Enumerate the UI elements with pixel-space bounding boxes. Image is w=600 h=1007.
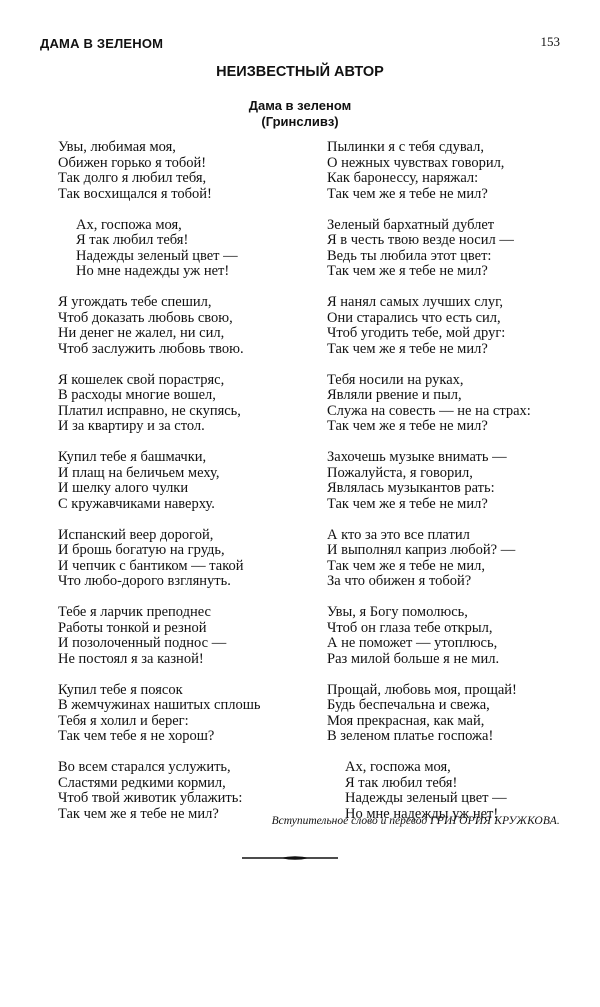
verse-line: Что любо-дорого взглянуть. — [58, 573, 231, 589]
stanza — [58, 683, 260, 745]
stanza — [58, 295, 260, 357]
verse-line: Моя прекрасная, как май, — [327, 712, 485, 729]
poem-title — [0, 98, 600, 130]
verse-line: Платил исправно, не скупясь, — [58, 402, 241, 419]
verse-line: Прощай, любовь моя, прощай! — [327, 681, 517, 698]
verse-line: Так чем же я тебе не мил, — [327, 557, 485, 574]
verse-line: Так чем же я тебе не мил? — [327, 418, 488, 434]
verse-line: И брошь богатую на грудь, — [58, 542, 225, 558]
verse-line: Ведь ты любила этот цвет: — [327, 247, 492, 264]
verse-line: Служа на совесть — не на страх: — [327, 402, 531, 419]
author-heading: НЕИЗВЕСТНЫЙ АВТОР — [216, 64, 384, 80]
poem-column-left — [58, 140, 260, 838]
verse-line: А кто за это все платил — [327, 526, 470, 543]
verse-line: Ни денег не жалел, ни сил, — [58, 325, 225, 341]
stanza — [327, 295, 531, 357]
stanza — [58, 760, 260, 822]
verse-line: Чтоб заслужить любовь твою. — [58, 340, 244, 357]
verse-line: Тебе я ларчик преподнес — [58, 604, 211, 620]
verse-line: Но мне надежды уж нет! — [76, 263, 230, 279]
verse-line: И шелку алого чулки — [58, 480, 189, 496]
poem-title-main: Дама в зеленом — [248, 98, 352, 113]
stanza — [58, 140, 260, 202]
verse-line: Чтоб угодить тебе, мой друг: — [327, 325, 506, 341]
verse-line: Я так любил тебя! — [76, 232, 189, 248]
stanza — [327, 450, 531, 512]
verse-line: В расходы многие вошел, — [58, 387, 216, 403]
verse-line: Испанский веер дорогой, — [58, 526, 214, 543]
verse-line: Тебя я холил и берег: — [58, 712, 189, 729]
verse-line: С кружавчиками наверху. — [58, 495, 215, 512]
verse-line: Обижен горько я тобой! — [58, 154, 207, 171]
verse-line: Я так любил тебя! — [345, 774, 458, 791]
verse-line: Увы, я Богу помолюсь, — [327, 604, 468, 620]
verse-line: Я угождать тебе спешил, — [58, 294, 212, 310]
page-number: 153 — [540, 34, 560, 49]
verse-line: Купил тебе я башмачки, — [58, 449, 207, 465]
verse-line: Являли рвение и пыл, — [327, 387, 462, 403]
verse-line: Являлась музыкантов рать: — [327, 480, 495, 496]
stanza — [327, 140, 531, 202]
verse-line: Во всем старался услужить, — [58, 759, 231, 775]
poem-title-alt: (Гринсливз) — [261, 114, 339, 129]
stanza — [58, 373, 260, 435]
stanza — [327, 760, 531, 822]
verse-line: Я кошелек свой порастряс, — [58, 371, 225, 388]
verse-line: И плащ на беличьем меху, — [58, 464, 220, 481]
verse-line: А не поможет — утоплюсь, — [327, 635, 498, 651]
verse-line: Так восхищался я тобой! — [58, 185, 212, 202]
verse-line: Надежды зеленый цвет — — [345, 790, 507, 806]
verse-line: Так чем тебе я не хорош? — [58, 728, 215, 744]
stanza — [327, 605, 531, 667]
verse-line: Ах, госпожа моя, — [345, 759, 451, 775]
verse-line: И выполнял каприз любой? — — [327, 542, 516, 558]
verse-line: Раз милой больше я не мил. — [327, 650, 500, 667]
verse-line: Они старались что есть сил, — [327, 309, 501, 326]
verse-line: Пожалуйста, я говорил, — [327, 464, 473, 481]
stanza — [327, 218, 531, 280]
verse-line: Так чем же я тебе не мил? — [58, 805, 219, 822]
verse-line: И чепчик с бантиком — такой — [58, 557, 244, 574]
verse-line: За что обижен я тобой? — [327, 573, 472, 589]
stanza — [58, 528, 260, 590]
poem-column-right — [327, 140, 531, 838]
verse-line: О нежных чувствах говорил, — [327, 154, 505, 171]
stanza — [58, 450, 260, 512]
stanza — [327, 373, 531, 435]
stanza — [58, 218, 260, 280]
verse-line: Чтоб доказать любовь свою, — [58, 309, 233, 326]
verse-line: Но мне надежды уж нет! — [345, 805, 499, 822]
stanza — [327, 528, 531, 590]
verse-line: В жемчужинах нашитых сплошь — [58, 697, 261, 713]
verse-line: Захочешь музыке внимать — — [327, 449, 507, 465]
verse-line: Пылинки я с тебя сдувал, — [327, 139, 484, 155]
stanza — [327, 683, 531, 745]
verse-line: Так чем же я тебе не мил? — [327, 185, 488, 202]
credit-name: ГРИГОРИЯ КРУЖКОВА. — [430, 815, 560, 827]
verse-line: Сластями редкими кормил, — [58, 774, 226, 791]
translator-credit — [272, 815, 560, 827]
verse-line: Я в честь твою везде носил — — [327, 232, 514, 248]
verse-line: Зеленый бархатный дублет — [327, 216, 495, 233]
decorative-rule-icon — [240, 853, 340, 863]
verse-line: Чтоб твой животик ублажить: — [58, 790, 243, 806]
verse-line: И за квартиру и за стол. — [58, 418, 205, 434]
verse-line: Так чем же я тебе не мил? — [327, 263, 488, 279]
verse-line: Так чем же я тебе не мил? — [327, 495, 488, 512]
verse-line: Купил тебе я поясок — [58, 681, 183, 698]
verse-line: Надежды зеленый цвет — — [76, 247, 238, 264]
verse-line: Будь беспечальна и свежа, — [327, 697, 490, 713]
credit-prefix: Вступительное слово и перевод — [271, 815, 428, 827]
verse-line: Как баронессу, наряжал: — [327, 170, 479, 186]
stanza — [58, 605, 260, 667]
verse-line: Ах, госпожа моя, — [76, 216, 182, 233]
verse-line: Я нанял самых лучших слуг, — [327, 294, 504, 310]
verse-line: И позолоченный поднос — — [58, 635, 227, 651]
verse-line: Чтоб он глаза тебе открыл, — [327, 619, 493, 636]
running-head: ДАМА В ЗЕЛЕНОМ — [40, 36, 164, 51]
verse-line: Работы тонкой и резной — [58, 619, 207, 636]
verse-line: В зеленом платье госпожа! — [327, 728, 494, 744]
verse-line: Так долго я любил тебя, — [58, 170, 207, 186]
verse-line: Так чем же я тебе не мил? — [327, 340, 488, 357]
verse-line: Тебя носили на руках, — [327, 371, 464, 388]
verse-line: Увы, любимая моя, — [58, 139, 176, 155]
verse-line: Не постоял я за казной! — [58, 650, 204, 667]
